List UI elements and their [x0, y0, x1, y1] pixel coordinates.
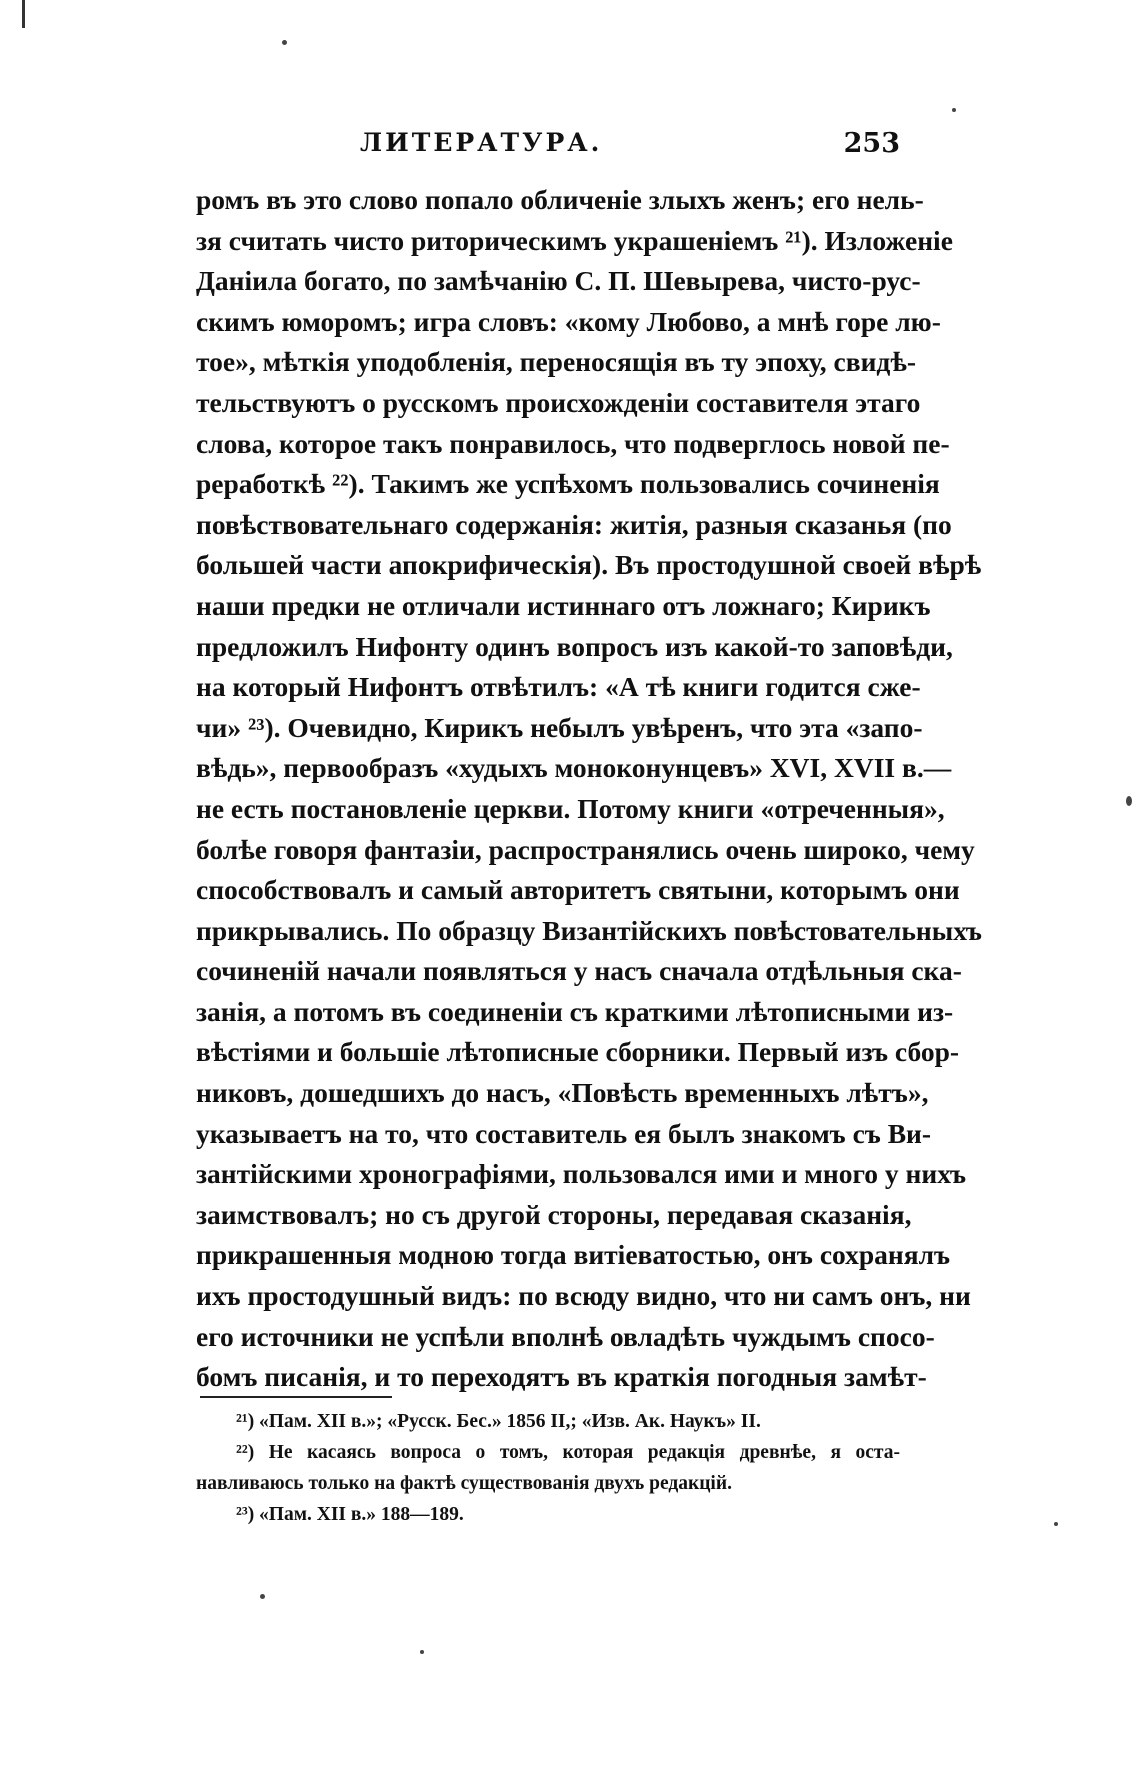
body-line: чи» ²³). Очевидно, Кирикъ небылъ увѣренъ, что эта «запо-: [196, 711, 923, 743]
body-line: реработкѣ ²²). Такимъ же успѣхомъ пользовались сочиненія: [196, 468, 940, 500]
footnote-23: ²³) «Пам. XII в.» 188—189.: [236, 1504, 464, 1525]
footnote-22-continued: навливаюсь только на фактѣ существованія двухъ редакцій.: [196, 1473, 732, 1494]
print-speck: [1054, 1522, 1058, 1526]
body-line: не есть постановленіе церкви. Потому книги «отреченныя»,: [196, 792, 945, 824]
body-line: вѣдь», первообразъ «худыхъ моноконунцевъ» XVI, XVII в.—: [196, 752, 952, 784]
print-speck: [1126, 796, 1132, 806]
body-line: скимъ юморомъ; игра словъ: «кому Любово, а мнѣ горе лю-: [196, 305, 941, 337]
body-line: наши предки не отличали истиннаго отъ ложнаго; Кирикъ: [196, 589, 931, 621]
body-line: слова, которое такъ понравилось, что подверглось новой пе-: [196, 427, 950, 459]
body-text: [196, 180, 982, 1398]
header-title: ЛИТЕРАТУРА.: [360, 128, 603, 157]
body-line: предложилъ Нифонту одинъ вопросъ изъ какой-то заповѣди,: [196, 630, 953, 662]
footnotes: [196, 1406, 900, 1530]
body-line: зантійскими хронографіями, пользовался ими и много у нихъ: [196, 1158, 966, 1190]
page-edge-mark: [22, 0, 25, 28]
body-line: повѣствовательнаго содержанія: житія, разныя сказанья (по: [196, 508, 952, 540]
body-line: указываетъ на то, что составитель ея былъ знакомъ съ Ви-: [196, 1117, 932, 1149]
footnote-21: ²¹) «Пам. XII в.»; «Русск. Бес.» 1856 II,; «Изв. Ак. Наукъ» II.: [236, 1411, 761, 1432]
footnote-rule: [200, 1396, 392, 1398]
footnote-22: ²²) Не касаясь вопроса о томъ, которая редакція древнѣе, я оста-: [236, 1442, 900, 1463]
body-line: способствовалъ и самый авторитетъ святыни, которымъ они: [196, 874, 960, 906]
body-line: Даніила богато, по замѣчанію С. П. Шевырева, чисто-рус-: [196, 265, 921, 297]
body-line: болѣе говоря фантазіи, распространялись очень широко, чему: [196, 833, 975, 865]
print-speck: [260, 1594, 265, 1599]
body-line: зя считать чисто риторическимъ украшеніемъ ²¹). Изложеніе: [196, 224, 953, 256]
body-line: заимствовалъ; но съ другой стороны, передавая сказанія,: [196, 1198, 912, 1230]
body-line: на который Нифонтъ отвѣтилъ: «А тѣ книги годится сже-: [196, 671, 921, 703]
body-line: сочиненій начали появляться у насъ сначала отдѣльныя ска-: [196, 955, 962, 987]
body-line: тельствуютъ о русскомъ происхожденіи составителя этаго: [196, 386, 921, 418]
running-header: [360, 128, 900, 168]
body-line: никовъ, дошедшихъ до насъ, «Повѣсть временныхъ лѣтъ»,: [196, 1077, 929, 1109]
print-speck: [952, 108, 956, 112]
body-line: большей части апокрифическія). Въ простодушной своей вѣрѣ: [196, 549, 982, 581]
print-speck: [282, 40, 287, 45]
body-line: занія, а потомъ въ соединеніи съ краткими лѣтописными из-: [196, 995, 954, 1027]
body-line: прикрашенныя модною тогда витіеватостью, онъ сохранялъ: [196, 1239, 951, 1271]
page-number: 253: [843, 128, 900, 159]
body-line: ромъ въ это слово попало обличеніе злыхъ женъ; его нель-: [196, 184, 924, 215]
body-line: прикрывались. По образцу Византійскихъ повѣстовательныхъ: [196, 914, 982, 946]
body-line: бомъ писанія, и то переходятъ въ краткія погодныя замѣт-: [196, 1361, 927, 1393]
body-line: ихъ простодушный видъ: по всюду видно, что ни самъ онъ, ни: [196, 1280, 971, 1312]
print-speck: [420, 1650, 424, 1654]
body-line: его источники не успѣли вполнѣ овладѣть чуждымъ спосо-: [196, 1320, 935, 1352]
body-line: тое», мѣткія уподобленія, переносящія въ ту эпоху, свидѣ-: [196, 346, 917, 378]
body-line: вѣстіями и большіе лѣтописные сборники. Первый изъ сбор-: [196, 1036, 960, 1068]
